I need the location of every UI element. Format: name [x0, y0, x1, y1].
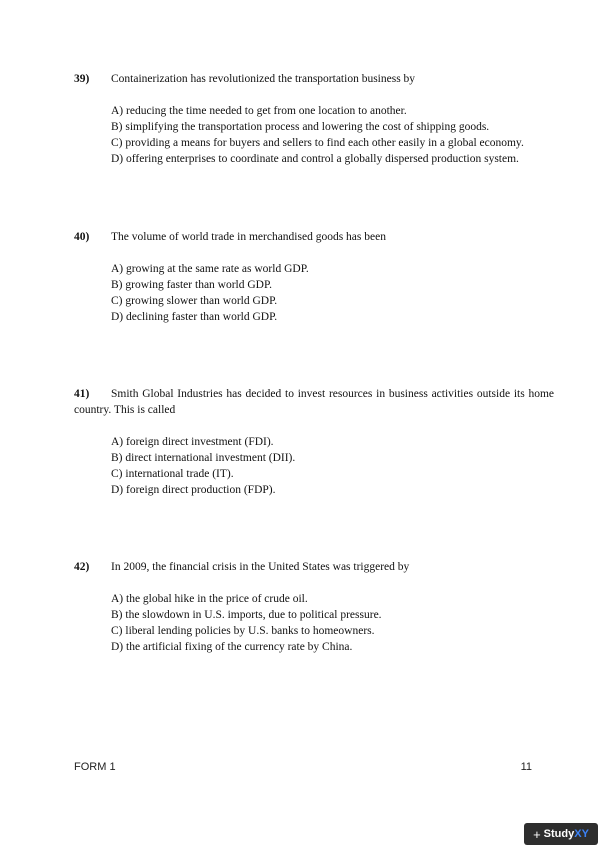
question-number: 40) — [74, 231, 90, 243]
question-number: 39) — [74, 73, 90, 85]
option-d: D) offering enterprises to coordinate and control a globally dispersed production system. — [111, 153, 519, 165]
option-c: C) international trade (IT). — [111, 468, 234, 480]
option-b: B) the slowdown in U.S. imports, due to political pressure. — [111, 609, 382, 621]
question-stem: The volume of world trade in merchandised goods has been — [111, 231, 386, 243]
plus-icon: + — [533, 826, 541, 842]
question-stem: Containerization has revolutionized the transportation business by — [111, 73, 416, 85]
question-40 — [74, 229, 554, 325]
question-41 — [74, 386, 554, 498]
brand-name: StudyXY — [543, 828, 589, 840]
question-head — [74, 71, 554, 87]
options-list — [111, 261, 554, 325]
question-42 — [74, 559, 554, 655]
page-number: 11 — [520, 761, 532, 773]
option-a: A) foreign direct investment (FDI). — [111, 436, 274, 448]
question-head — [74, 386, 554, 418]
question-stem: Smith Global Industries has decided to invest resources in business activities outside its home country. This is called — [74, 388, 554, 416]
option-b: B) simplifying the transportation process and lowering the cost of shipping goods. — [111, 121, 490, 133]
question-head — [74, 559, 554, 575]
option-d: D) foreign direct production (FDP). — [111, 484, 276, 496]
options-list — [111, 591, 554, 655]
studyxy-badge[interactable] — [524, 823, 598, 845]
question-number: 41) — [74, 388, 90, 400]
question-stem: In 2009, the financial crisis in the United States was triggered by — [111, 561, 410, 573]
option-b: B) growing faster than world GDP. — [111, 279, 272, 291]
option-d: D) declining faster than world GDP. — [111, 311, 278, 323]
option-b: B) direct international investment (DII). — [111, 452, 296, 464]
option-a: A) the global hike in the price of crude oil. — [111, 593, 308, 605]
question-number: 42) — [74, 561, 90, 573]
option-c: C) providing a means for buyers and sellers to find each other easily in a global economy. — [111, 137, 524, 149]
options-list — [111, 103, 554, 167]
option-c: C) growing slower than world GDP. — [111, 295, 278, 307]
footer-form-label: FORM 1 — [74, 761, 116, 773]
option-c: C) liberal lending policies by U.S. banks to homeowners. — [111, 625, 375, 637]
option-d: D) the artificial fixing of the currency rate by China. — [111, 641, 353, 653]
question-head — [74, 229, 554, 245]
option-a: A) growing at the same rate as world GDP. — [111, 263, 309, 275]
question-39 — [74, 71, 554, 167]
option-a: A) reducing the time needed to get from one location to another. — [111, 105, 407, 117]
options-list — [111, 434, 554, 498]
